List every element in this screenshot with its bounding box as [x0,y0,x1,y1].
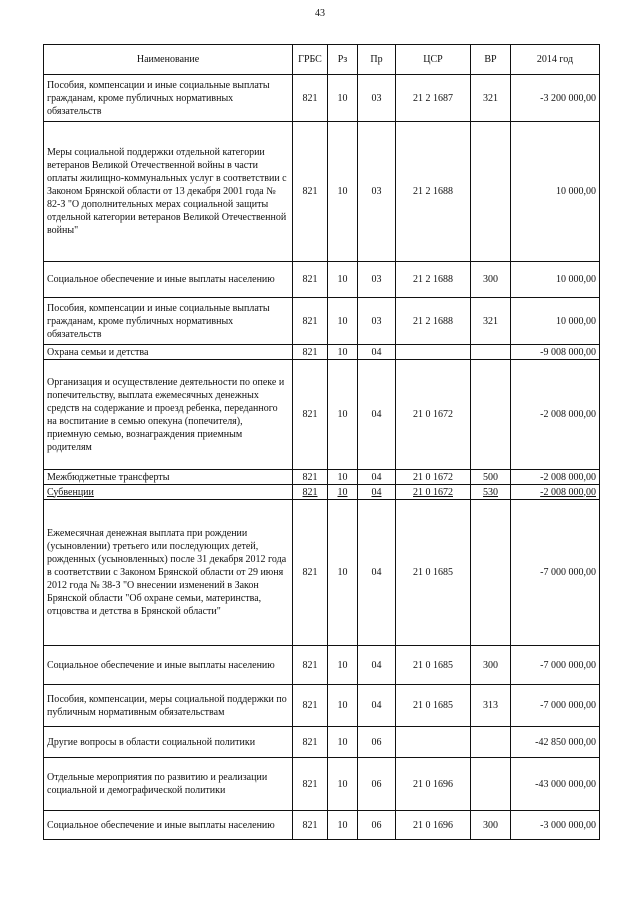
cell-rz: 10 [328,685,358,727]
cell-grbs: 821 [293,75,328,122]
cell-amount: -7 000 000,00 [511,685,600,727]
cell-vr [471,758,511,811]
header-rz: Рз [328,45,358,75]
cell-pr: 06 [358,811,396,840]
cell-name: Пособия, компенсации и иные социальные выплаты гражданам, кроме публичных нормативных обязательств [44,298,293,345]
cell-grbs: 821 [293,500,328,646]
cell-pr: 04 [358,470,396,485]
cell-vr: 321 [471,75,511,122]
cell-csr [396,345,471,360]
cell-pr: 04 [358,485,396,500]
cell-rz: 10 [328,811,358,840]
cell-grbs: 821 [293,345,328,360]
cell-amount: -7 000 000,00 [511,646,600,685]
cell-csr: 21 2 1688 [396,262,471,298]
cell-amount: -2 008 000,00 [511,485,600,500]
cell-name: Другие вопросы в области социальной политики [44,727,293,758]
cell-name: Ежемесячная денежная выплата при рождении (усыновлении) третьего или последующих детей, рожденных (усыновленных) после 31 декабря 2012 года в соответствии с Законом Брянской области от 29 июня 2012 года № 38-З "О внесении изменений в Закон Брянской области "Об охране семьи, материнства, отцовства и детства в Брянской области" [44,500,293,646]
cell-name: Отдельные мероприятия по развитию и реализации социальной и демографической политики [44,758,293,811]
cell-amount: -9 008 000,00 [511,345,600,360]
cell-amount: -7 000 000,00 [511,500,600,646]
cell-csr: 21 0 1672 [396,360,471,470]
cell-grbs: 821 [293,360,328,470]
cell-rz: 10 [328,646,358,685]
cell-csr: 21 2 1687 [396,75,471,122]
cell-vr [471,345,511,360]
table-row [44,75,600,122]
table-row [44,500,600,646]
header-grbs: ГРБС [293,45,328,75]
cell-rz: 10 [328,298,358,345]
table-row [44,727,600,758]
cell-name: Пособия, компенсации и иные социальные выплаты гражданам, кроме публичных нормативных обязательств [44,75,293,122]
cell-vr [471,727,511,758]
cell-grbs: 821 [293,758,328,811]
table-row [44,646,600,685]
cell-vr: 500 [471,470,511,485]
cell-csr: 21 0 1696 [396,811,471,840]
table-row [44,360,600,470]
cell-grbs: 821 [293,298,328,345]
cell-name: Социальное обеспечение и иные выплаты населению [44,811,293,840]
table-row [44,470,600,485]
cell-pr: 04 [358,646,396,685]
cell-pr: 03 [358,298,396,345]
cell-pr: 04 [358,360,396,470]
cell-rz: 10 [328,500,358,646]
cell-rz: 10 [328,727,358,758]
cell-csr: 21 0 1685 [396,500,471,646]
cell-amount: -3 000 000,00 [511,811,600,840]
cell-amount: -2 008 000,00 [511,360,600,470]
cell-vr [471,122,511,262]
cell-name: Охрана семьи и детства [44,345,293,360]
table-row [44,685,600,727]
cell-vr: 313 [471,685,511,727]
cell-name: Меры социальной поддержки отдельной категории ветеранов Великой Отечественной войны в части оплаты жилищно-коммунальных услуг в соответствии с Законом Брянской области от 13 декабря 2001 года № 82-З "О дополнительных мерах социальной защиты отдельной категории ветеранов Великой Отечественной войны" [44,122,293,262]
cell-grbs: 821 [293,262,328,298]
table-row [44,298,600,345]
cell-vr: 300 [471,262,511,298]
cell-grbs: 821 [293,646,328,685]
cell-pr: 03 [358,122,396,262]
cell-grbs: 821 [293,811,328,840]
cell-name: Межбюджетные трансферты [44,470,293,485]
cell-pr: 04 [358,500,396,646]
cell-name: Пособия, компенсации, меры социальной поддержки по публичным нормативным обязательствам [44,685,293,727]
table-row [44,811,600,840]
cell-name: Организация и осуществление деятельности по опеке и попечительству, выплата ежемесячных денежных средств на содержание и проезд ребенка, переданного на воспитание в семью опекуна (попечителя), приемную семью, вознаграждения приемным родителям [44,360,293,470]
cell-pr: 04 [358,345,396,360]
cell-rz: 10 [328,360,358,470]
cell-vr [471,500,511,646]
table-row [44,758,600,811]
header-vr: ВР [471,45,511,75]
cell-vr: 530 [471,485,511,500]
table-header-row [44,45,600,75]
cell-rz: 10 [328,75,358,122]
table-row [44,122,600,262]
cell-csr: 21 0 1685 [396,646,471,685]
page-number: 43 [315,8,325,19]
cell-name: Субвенции [44,485,293,500]
cell-grbs: 821 [293,727,328,758]
cell-vr: 300 [471,811,511,840]
cell-rz: 10 [328,758,358,811]
cell-csr: 21 2 1688 [396,298,471,345]
cell-pr: 03 [358,262,396,298]
cell-amount: -43 000 000,00 [511,758,600,811]
cell-vr: 321 [471,298,511,345]
cell-rz: 10 [328,470,358,485]
cell-amount: -3 200 000,00 [511,75,600,122]
cell-amount: 10 000,00 [511,298,600,345]
cell-amount: -2 008 000,00 [511,470,600,485]
cell-rz: 10 [328,122,358,262]
table-row [44,262,600,298]
cell-csr [396,727,471,758]
cell-pr: 06 [358,758,396,811]
cell-grbs: 821 [293,470,328,485]
cell-vr: 300 [471,646,511,685]
cell-grbs: 821 [293,122,328,262]
cell-pr: 06 [358,727,396,758]
cell-rz: 10 [328,262,358,298]
header-year: 2014 год [511,45,600,75]
cell-pr: 03 [358,75,396,122]
header-csr: ЦСР [396,45,471,75]
cell-amount: -42 850 000,00 [511,727,600,758]
cell-csr: 21 2 1688 [396,122,471,262]
cell-grbs: 821 [293,485,328,500]
cell-amount: 10 000,00 [511,122,600,262]
cell-csr: 21 0 1696 [396,758,471,811]
cell-pr: 04 [358,685,396,727]
cell-vr [471,360,511,470]
budget-table [43,44,600,840]
cell-name: Социальное обеспечение и иные выплаты населению [44,262,293,298]
table-row [44,345,600,360]
header-name: Наименование [44,45,293,75]
cell-csr: 21 0 1685 [396,685,471,727]
cell-amount: 10 000,00 [511,262,600,298]
cell-csr: 21 0 1672 [396,470,471,485]
table-row [44,485,600,500]
cell-rz: 10 [328,345,358,360]
cell-csr: 21 0 1672 [396,485,471,500]
header-pr: Пр [358,45,396,75]
cell-name: Социальное обеспечение и иные выплаты населению [44,646,293,685]
cell-rz: 10 [328,485,358,500]
cell-grbs: 821 [293,685,328,727]
